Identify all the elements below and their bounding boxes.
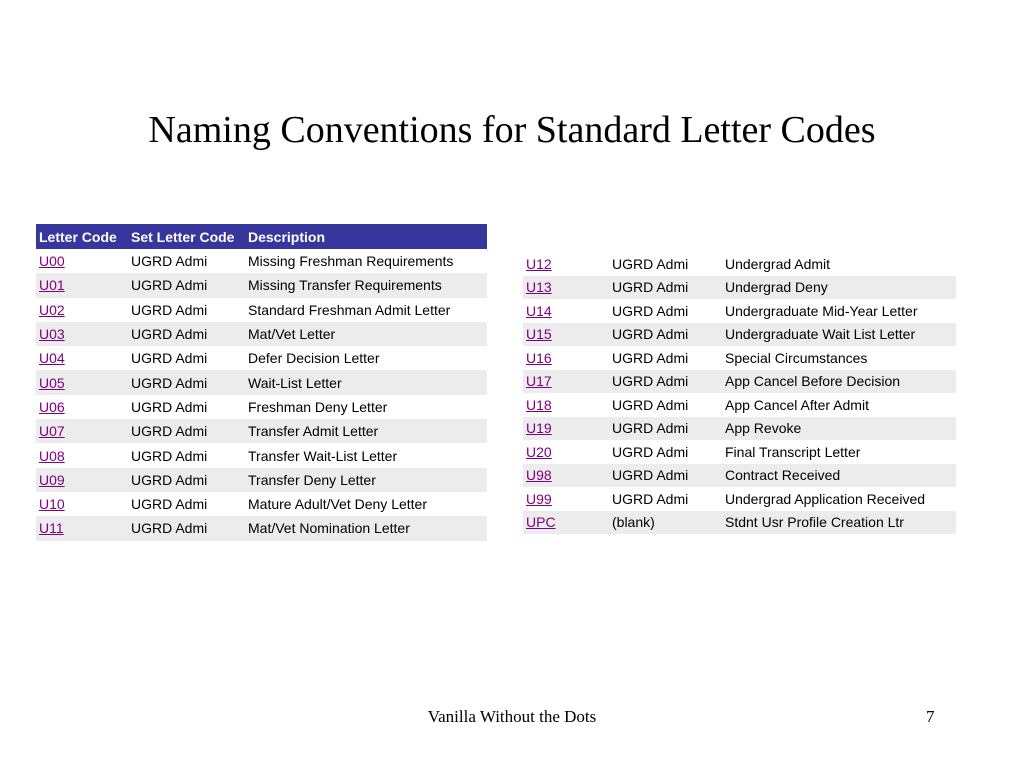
description-cell: Contract Received bbox=[722, 464, 956, 488]
description-cell: Transfer Deny Letter bbox=[245, 468, 487, 492]
header-description: Description bbox=[245, 224, 487, 249]
slide-title: Naming Conventions for Standard Letter Codes bbox=[148, 109, 876, 151]
code-cell bbox=[36, 346, 128, 370]
code-cell bbox=[523, 346, 609, 370]
code-cell bbox=[523, 252, 609, 276]
letter-code-link[interactable]: UPC bbox=[526, 514, 556, 531]
letter-code-link[interactable]: U13 bbox=[526, 279, 552, 296]
letter-code-link[interactable]: U18 bbox=[526, 396, 552, 413]
code-cell bbox=[36, 249, 128, 273]
description-cell: Missing Transfer Requirements bbox=[245, 273, 487, 297]
description-cell: Mature Adult/Vet Deny Letter bbox=[248, 496, 427, 513]
set-letter-code-cell: UGRD Admi bbox=[612, 490, 689, 507]
table-row bbox=[36, 468, 487, 492]
set-letter-code-cell: UGRD Admi bbox=[128, 419, 245, 443]
table-row bbox=[523, 299, 956, 323]
letter-code-link[interactable]: U08 bbox=[39, 447, 65, 464]
letter-code-link[interactable]: U04 bbox=[39, 350, 65, 367]
table-row bbox=[36, 443, 487, 467]
table-row bbox=[523, 346, 956, 370]
code-cell bbox=[523, 440, 609, 464]
letter-codes-table-left bbox=[36, 224, 487, 541]
code-cell bbox=[36, 273, 128, 297]
set-letter-code-cell: UGRD Admi bbox=[131, 350, 208, 367]
table-row bbox=[523, 417, 956, 441]
code-cell bbox=[36, 419, 128, 443]
set-letter-code-cell: UGRD Admi bbox=[612, 255, 689, 272]
set-letter-code-cell: (blank) bbox=[609, 511, 722, 535]
description-cell: Wait-List Letter bbox=[245, 370, 487, 394]
code-cell bbox=[523, 417, 609, 441]
table-row bbox=[36, 298, 487, 322]
letter-code-link[interactable]: U06 bbox=[39, 398, 65, 415]
code-cell bbox=[36, 395, 128, 419]
code-cell bbox=[523, 464, 609, 488]
letter-code-link[interactable]: U17 bbox=[526, 373, 552, 390]
table-header-row bbox=[36, 224, 487, 249]
code-cell bbox=[523, 393, 609, 417]
set-letter-code-cell: UGRD Admi bbox=[131, 496, 208, 513]
code-cell bbox=[36, 492, 128, 516]
slide-footer: Vanilla Without the Dots bbox=[427, 707, 597, 726]
table-row bbox=[36, 395, 487, 419]
letter-code-link[interactable]: U12 bbox=[526, 255, 552, 272]
description-cell: Undergrad Admit bbox=[725, 255, 831, 272]
code-cell bbox=[523, 370, 609, 394]
set-letter-code-cell: UGRD Admi bbox=[128, 322, 245, 346]
table-row bbox=[36, 516, 487, 540]
header-set-letter-code: Set Letter Code bbox=[128, 224, 245, 249]
description-cell: Undergrad Deny bbox=[722, 276, 956, 300]
table-row bbox=[36, 492, 487, 516]
set-letter-code-cell: UGRD Admi bbox=[131, 301, 208, 318]
set-letter-code-cell: UGRD Admi bbox=[609, 323, 722, 347]
page-number: 7 bbox=[926, 707, 935, 726]
letter-code-link[interactable]: U10 bbox=[39, 496, 65, 513]
table-row bbox=[36, 419, 487, 443]
set-letter-code-cell: UGRD Admi bbox=[128, 516, 245, 540]
description-cell: Special Circumstances bbox=[725, 349, 868, 366]
table-row bbox=[523, 276, 956, 300]
letter-code-link[interactable]: U01 bbox=[39, 277, 65, 294]
code-cell bbox=[523, 487, 609, 511]
letter-code-link[interactable]: U16 bbox=[526, 349, 552, 366]
letter-code-link[interactable]: U19 bbox=[526, 420, 552, 437]
table-row bbox=[523, 370, 956, 394]
set-letter-code-cell: UGRD Admi bbox=[131, 398, 208, 415]
set-letter-code-cell: UGRD Admi bbox=[612, 349, 689, 366]
set-letter-code-cell: UGRD Admi bbox=[612, 443, 689, 460]
set-letter-code-cell: UGRD Admi bbox=[131, 447, 208, 464]
table-row bbox=[523, 487, 956, 511]
description-cell: App Cancel Before Decision bbox=[722, 370, 956, 394]
table-row bbox=[36, 346, 487, 370]
letter-code-link[interactable]: U99 bbox=[526, 490, 552, 507]
code-cell bbox=[36, 468, 128, 492]
code-cell bbox=[36, 370, 128, 394]
description-cell: App Cancel After Admit bbox=[725, 396, 869, 413]
letter-code-link[interactable]: U11 bbox=[39, 520, 64, 537]
set-letter-code-cell: UGRD Admi bbox=[612, 396, 689, 413]
table-row bbox=[36, 370, 487, 394]
description-cell: Undergrad Application Received bbox=[725, 490, 926, 507]
table-row bbox=[523, 464, 956, 488]
letter-code-link[interactable]: U00 bbox=[39, 253, 65, 270]
letter-code-link[interactable]: U02 bbox=[39, 301, 65, 318]
set-letter-code-cell: UGRD Admi bbox=[609, 464, 722, 488]
set-letter-code-cell: UGRD Admi bbox=[609, 276, 722, 300]
header-letter-code: Letter Code bbox=[36, 224, 128, 249]
code-cell bbox=[36, 298, 128, 322]
letter-code-link[interactable]: U20 bbox=[526, 443, 552, 460]
code-cell bbox=[523, 299, 609, 323]
letter-codes-table-right bbox=[523, 252, 956, 534]
description-cell: Undergraduate Mid-Year Letter bbox=[725, 302, 918, 319]
description-cell: Final Transcript Letter bbox=[725, 443, 861, 460]
letter-code-link[interactable]: U03 bbox=[39, 326, 65, 343]
table-row bbox=[523, 323, 956, 347]
code-cell bbox=[36, 443, 128, 467]
letter-code-link[interactable]: U14 bbox=[526, 302, 552, 319]
set-letter-code-cell: UGRD Admi bbox=[128, 468, 245, 492]
letter-code-link[interactable]: U07 bbox=[39, 423, 65, 440]
set-letter-code-cell: UGRD Admi bbox=[612, 302, 689, 319]
description-cell: Defer Decision Letter bbox=[248, 350, 380, 367]
description-cell: Stdnt Usr Profile Creation Ltr bbox=[722, 511, 956, 535]
letter-code-link[interactable]: U09 bbox=[39, 471, 65, 488]
description-cell: Mat/Vet Letter bbox=[245, 322, 487, 346]
description-cell: Freshman Deny Letter bbox=[248, 398, 388, 415]
table-row bbox=[36, 249, 487, 273]
code-cell bbox=[36, 516, 128, 540]
table-row bbox=[523, 511, 956, 535]
set-letter-code-cell: UGRD Admi bbox=[128, 273, 245, 297]
set-letter-code-cell: UGRD Admi bbox=[128, 370, 245, 394]
description-cell: Undergraduate Wait List Letter bbox=[722, 323, 956, 347]
description-cell: Missing Freshman Requirements bbox=[248, 253, 454, 270]
set-letter-code-cell: UGRD Admi bbox=[609, 417, 722, 441]
letter-code-link[interactable]: U98 bbox=[526, 467, 552, 484]
letter-code-link[interactable]: U05 bbox=[39, 374, 65, 391]
description-cell: App Revoke bbox=[722, 417, 956, 441]
letter-code-link[interactable]: U15 bbox=[526, 326, 552, 343]
set-letter-code-cell: UGRD Admi bbox=[609, 370, 722, 394]
code-cell bbox=[523, 276, 609, 300]
code-cell bbox=[523, 511, 609, 535]
set-letter-code-cell: UGRD Admi bbox=[131, 253, 208, 270]
table-row bbox=[36, 322, 487, 346]
table-row bbox=[523, 440, 956, 464]
description-cell: Mat/Vet Nomination Letter bbox=[245, 516, 487, 540]
table-row bbox=[36, 273, 487, 297]
table-row bbox=[523, 393, 956, 417]
description-cell: Transfer Wait-List Letter bbox=[248, 447, 398, 464]
table-row bbox=[523, 252, 956, 276]
description-cell: Standard Freshman Admit Letter bbox=[248, 301, 451, 318]
code-cell bbox=[523, 323, 609, 347]
code-cell bbox=[36, 322, 128, 346]
description-cell: Transfer Admit Letter bbox=[245, 419, 487, 443]
